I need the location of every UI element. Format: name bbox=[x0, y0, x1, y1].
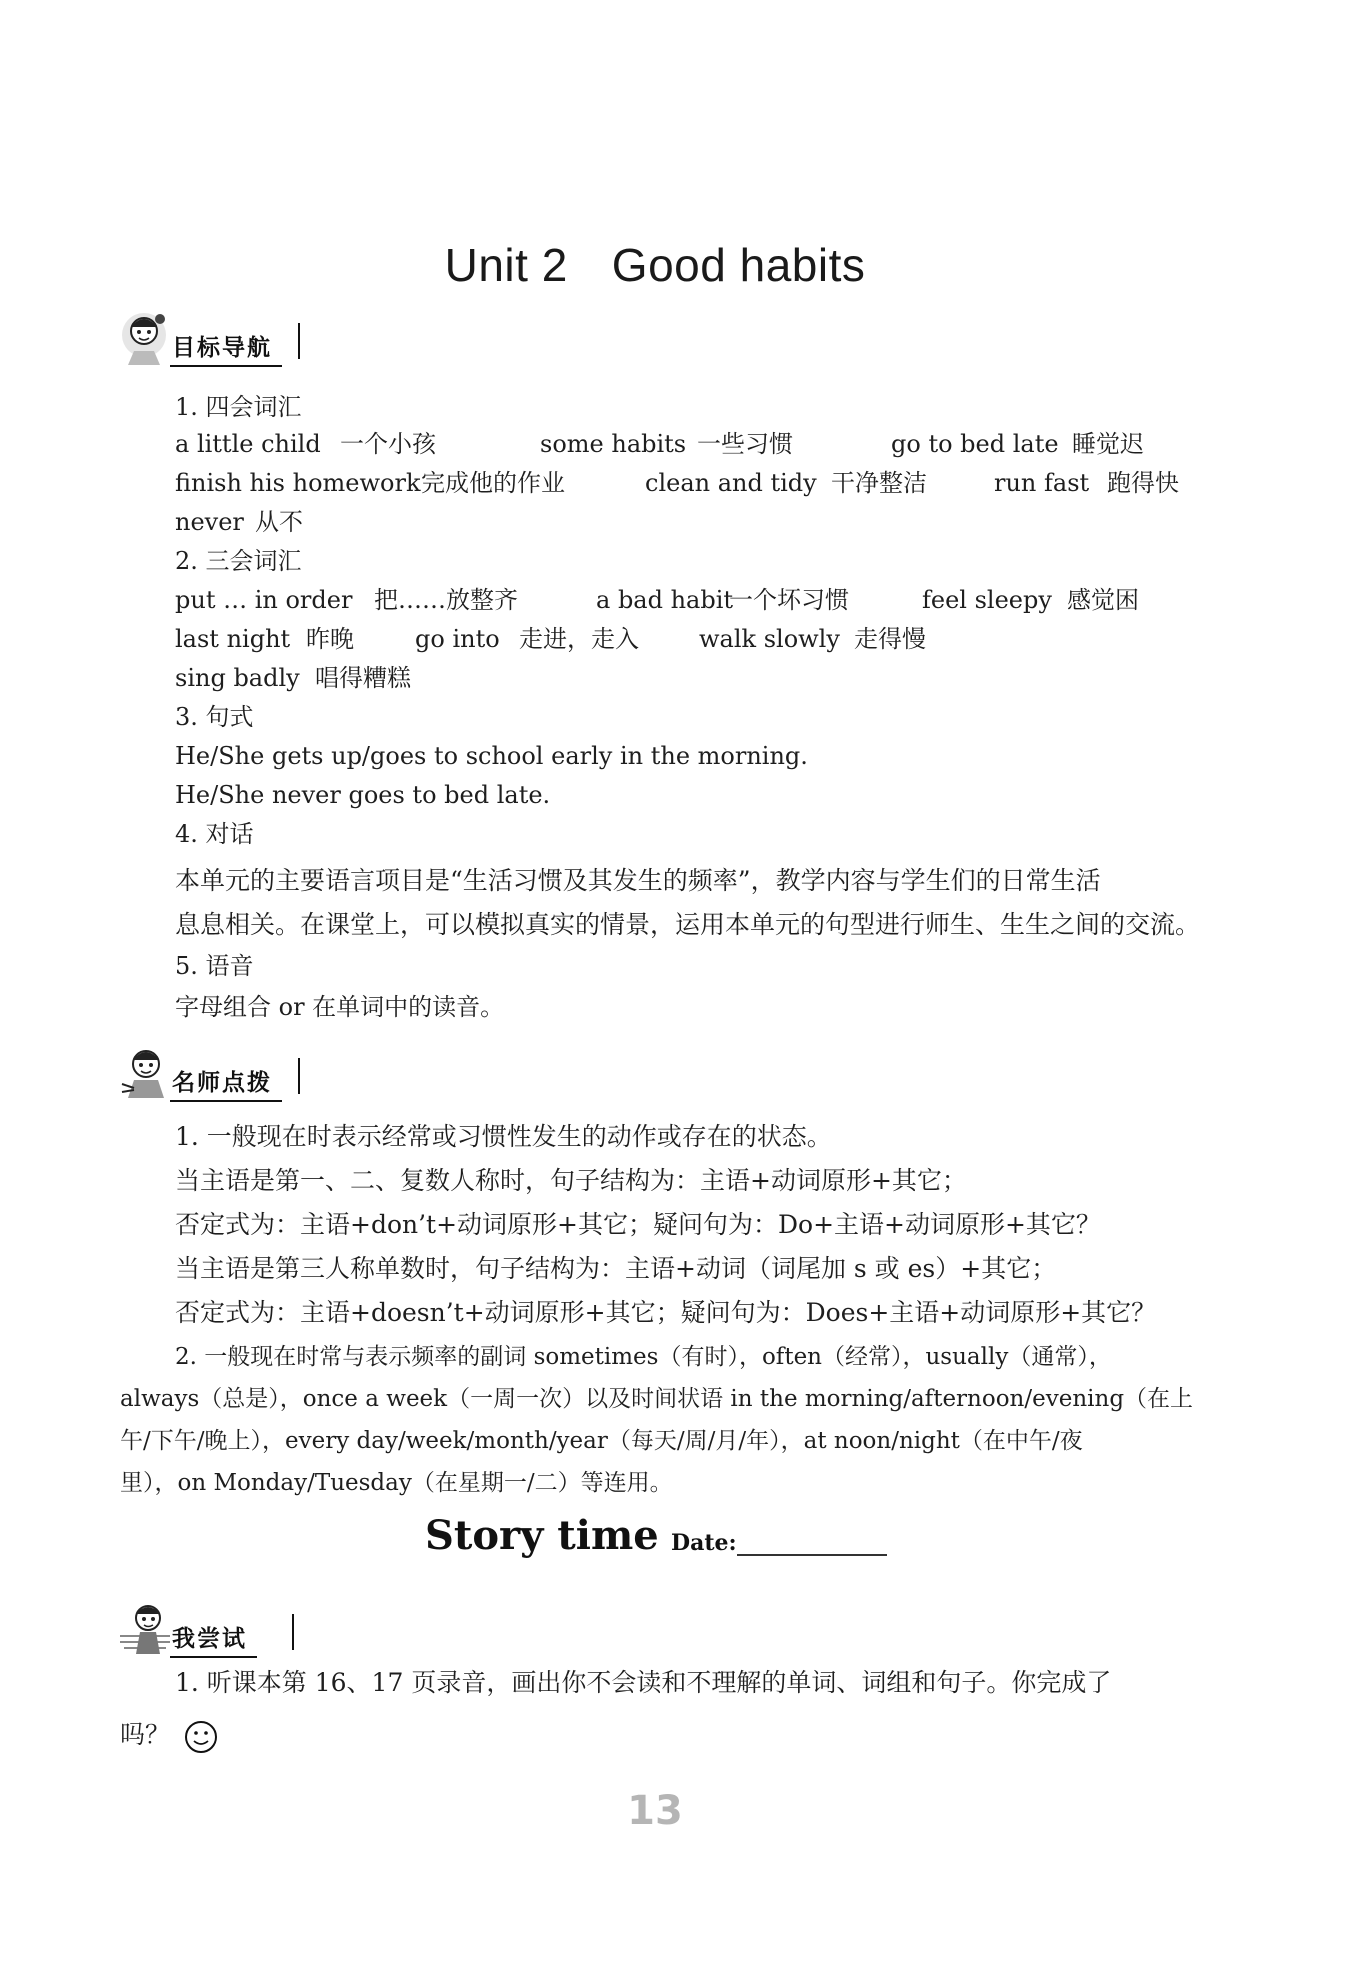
vocab-en: a bad habit bbox=[596, 586, 734, 614]
vocab-row bbox=[175, 464, 1179, 503]
section-label: 名师点拨 bbox=[170, 1064, 282, 1102]
divider bbox=[298, 323, 300, 359]
dialogue-text: 本单元的主要语言项目是“生活习惯及其发生的频率”，教学内容与学生们的日常生活 bbox=[175, 866, 1101, 895]
task-line: 1. 听课本第 16、17 页录音，画出你不会读和不理解的单词、词组和句子。你完成了 bbox=[175, 1668, 1112, 1697]
phonics-text: 字母组合 or 在单词中的读音。 bbox=[175, 993, 505, 1021]
sentence: He/She never goes to bed late. bbox=[175, 781, 551, 809]
tip-line: 午/下午/晚上），every day/week/month/year（每天/周/月/年），at noon/night（在中午/夜 bbox=[120, 1428, 1083, 1454]
vocab-row bbox=[175, 425, 1144, 464]
section-header-goals bbox=[120, 305, 380, 375]
vocab-row bbox=[175, 620, 926, 659]
heading-vocab4: 1. 四会词汇 bbox=[175, 393, 302, 421]
vocab-en: a little child bbox=[175, 430, 321, 458]
vocab-en: go into bbox=[415, 625, 500, 653]
task-line-end bbox=[120, 1713, 218, 1757]
vocab-cn: 走得慢 bbox=[854, 625, 926, 653]
sentence: He/She gets up/goes to school early in the morning. bbox=[175, 742, 808, 770]
tip-line: 2. 一般现在时常与表示频率的副词 sometimes（有时），often（经常），usually（通常）， bbox=[175, 1344, 1112, 1370]
tip-line: 当主语是第一、二、复数人称时，句子结构为：主语+动词原形+其它； bbox=[175, 1166, 967, 1195]
story-time-title: Story time bbox=[425, 1512, 659, 1559]
vocab-cn: 一些习惯 bbox=[697, 430, 793, 458]
section-label: 目标导航 bbox=[170, 329, 282, 367]
vocab-en: clean and tidy bbox=[645, 469, 817, 497]
vocab-en: finish his homework bbox=[175, 469, 421, 497]
tip-line: 1. 一般现在时表示经常或习惯性发生的动作或存在的状态。 bbox=[175, 1122, 832, 1151]
date-blank[interactable] bbox=[737, 1532, 887, 1556]
page-number: 13 bbox=[627, 1788, 683, 1834]
vocab-cn: 唱得糟糕 bbox=[315, 664, 411, 692]
vocab-cn: 把……放整齐 bbox=[374, 586, 518, 614]
vocab-cn: 走进，走入 bbox=[519, 625, 639, 653]
section-header-teacher-tips bbox=[120, 1040, 380, 1110]
divider bbox=[292, 1614, 294, 1650]
heading-phonics: 5. 语音 bbox=[175, 952, 254, 980]
vocab-cn: 干净整洁 bbox=[831, 469, 927, 497]
date-field bbox=[671, 1530, 887, 1556]
heading-sentences: 3. 句式 bbox=[175, 703, 254, 731]
tip-line: always（总是），once a week（一周一次）以及时间状语 in the morning/afternoon/evening（在上 bbox=[120, 1386, 1194, 1412]
vocab-en: feel sleepy bbox=[922, 586, 1052, 614]
vocab-cn: 跑得快 bbox=[1107, 469, 1179, 497]
section-label: 我尝试 bbox=[170, 1620, 257, 1658]
vocab-en: sing badly bbox=[175, 664, 300, 692]
vocab-cn: 感觉困 bbox=[1067, 586, 1139, 614]
section-header-try bbox=[120, 1596, 380, 1666]
smiley-face-icon[interactable] bbox=[184, 1720, 218, 1754]
vocab-en: some habits bbox=[540, 430, 687, 458]
vocab-cn: 一个小孩 bbox=[340, 430, 436, 458]
heading-dialogue: 4. 对话 bbox=[175, 820, 254, 848]
tip-line: 里），on Monday/Tuesday（在星期一/二）等连用。 bbox=[120, 1470, 673, 1496]
tip-line: 否定式为：主语+doesn’t+动词原形+其它；疑问句为：Does+主语+动词原形+其它？ bbox=[175, 1298, 1157, 1327]
vocab-en: last night bbox=[175, 625, 291, 653]
tip-line: 当主语是第三人称单数时，句子结构为：主语+动词（词尾加 s 或 es）+其它； bbox=[175, 1254, 1057, 1283]
tip-line: 否定式为：主语+don’t+动词原形+其它；疑问句为：Do+主语+动词原形+其它？ bbox=[175, 1210, 1101, 1239]
vocab-en: walk slowly bbox=[699, 625, 840, 653]
vocab-cn: 昨晚 bbox=[306, 625, 354, 653]
vocab-en: put … in order bbox=[175, 586, 353, 614]
unit-title bbox=[0, 238, 1310, 292]
vocab-row bbox=[175, 659, 411, 698]
vocab-row bbox=[175, 503, 303, 542]
vocab-row bbox=[175, 581, 1139, 620]
unit-number: Unit 2 bbox=[444, 239, 568, 291]
divider bbox=[298, 1058, 300, 1094]
vocab-cn: 睡觉迟 bbox=[1072, 430, 1144, 458]
vocab-cn: 一个坏习惯 bbox=[729, 586, 849, 614]
dialogue-text: 息息相关。在课堂上，可以模拟真实的情景，运用本单元的句型进行师生、生生之间的交流。 bbox=[175, 910, 1201, 939]
date-label: Date: bbox=[671, 1530, 737, 1556]
heading-vocab3: 2. 三会词汇 bbox=[175, 547, 302, 575]
vocab-cn: 完成他的作业 bbox=[421, 469, 565, 497]
vocab-cn: 从不 bbox=[255, 508, 303, 536]
unit-name: Good habits bbox=[611, 239, 866, 291]
vocab-en: run fast bbox=[994, 469, 1090, 497]
vocab-en: go to bed late bbox=[891, 430, 1059, 458]
task-line: 吗？ bbox=[120, 1720, 171, 1749]
vocab-en: never bbox=[175, 508, 244, 536]
